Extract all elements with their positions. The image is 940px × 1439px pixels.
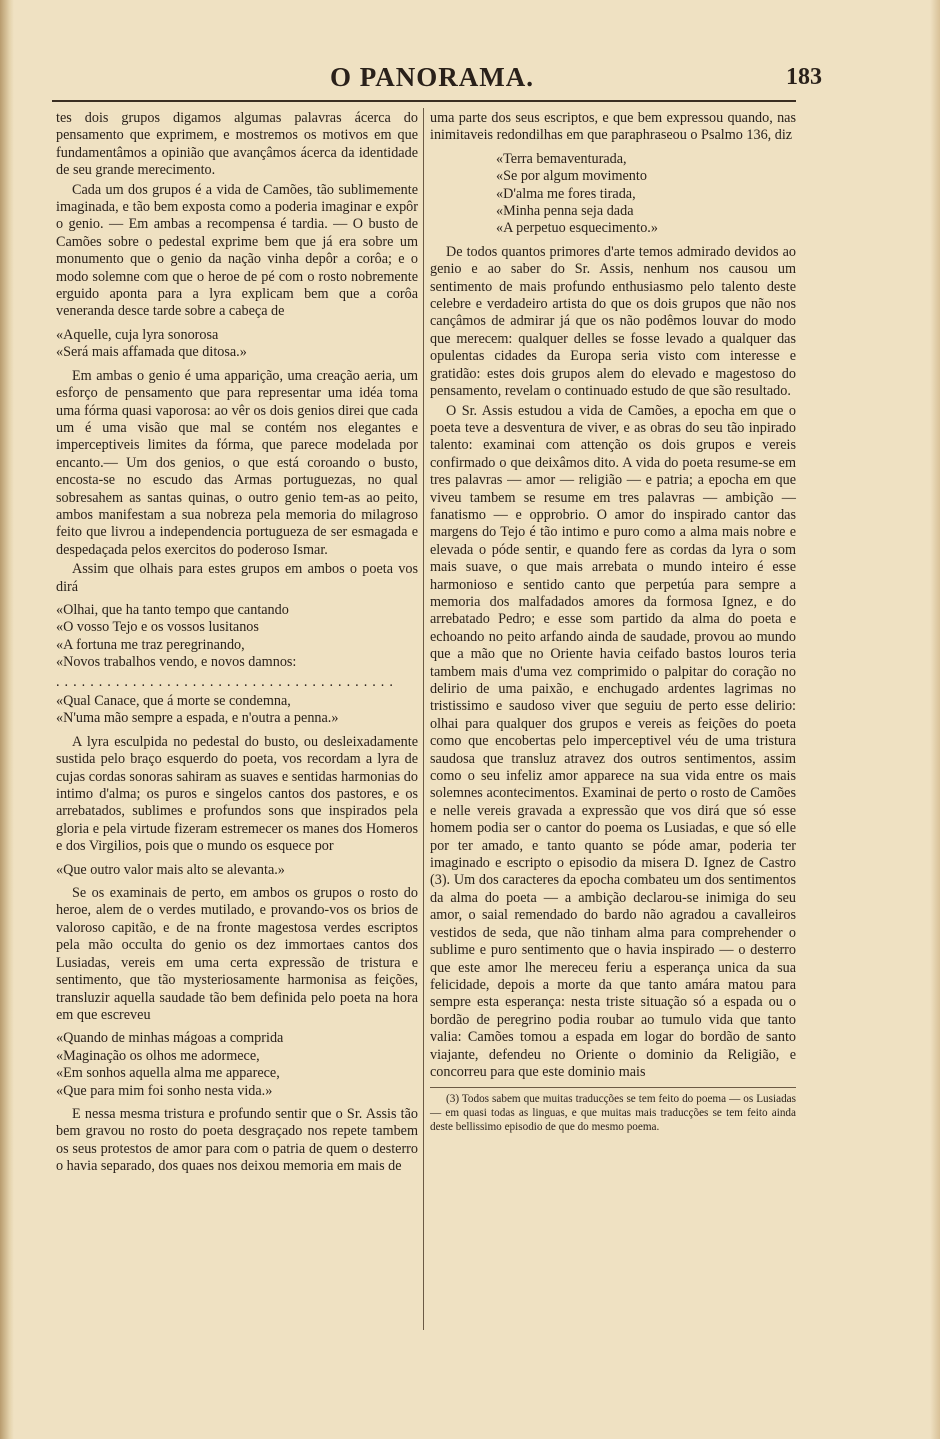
footnote: (3) Todos sabem que muitas traducções se tem feito do poema — os Lusiadas — em quasi todas as linguas, e que muitas mais traducções se tem feito ainda deste bellissimo episodio de que do mesmo poema. [430, 1093, 796, 1134]
page-edge-left [0, 0, 14, 1439]
verse-line: «A fortuna me traz peregrinando, [56, 636, 245, 653]
verse-line: «Será mais affamada que ditosa.» [56, 344, 247, 361]
verse-line: «D'alma me fores tirada, [496, 185, 636, 202]
ellipsis-dots: ........................................ [56, 673, 398, 690]
paragraph: Cada um dos grupos é a vida de Camões, tão sublimemente imaginada, e tão bem exposta como a poderia imaginar e expôr o genio. — Em ambas a recompensa é tardia. — O busto de Camões sobre o pedestal exprime bem que já era sobre um monumento que o genio da nação vinha depôr a corôa; e o modo solemne com que o heroe de pé com o rosto nobremente erguido aponta para a lyra explicam bem que a corôa veneranda desce tarde sobre a cabeça de [56, 181, 418, 320]
paragraph: Se os examinais de perto, em ambos os grupos o rosto do heroe, alem de o verdes mutilado, e provando-vos os brios de valoroso capitão, e de na fronte magestosa verdes escriptos pela mão occulta do genio os dez immortaes cantos dos Lusiadas, vereis em uma certa expressão de tristura e sentimento, que tão mysteriosamente harmonisa as feições, transluzir aquella saudade tão bem definida pelo poeta na hora em que escreveu [56, 885, 418, 1023]
verse-line: «Quando de minhas mágoas a comprida [56, 1030, 284, 1047]
verse-line: «Que outro valor mais alto se alevanta.» [56, 861, 285, 878]
verse-line: «Se por algum movimento [496, 168, 647, 185]
paragraph: E nessa mesma tristura e profundo sentir que o Sr. Assis tão bem gravou no rosto do poeta desgraçado nos repete tambem os seus protestos de amor para com o patria de quem o desterro o havia separado, dos quaes nos deixou memoria em mais de [56, 1105, 418, 1175]
paragraph: uma parte dos seus escriptos, e que bem expressou quando, nas inimitaveis redondilhas em que paraphraseou o Psalmo 136, diz [430, 110, 796, 144]
page-number: 183 [786, 64, 822, 90]
header-rule [52, 100, 796, 102]
left-column [56, 110, 418, 1178]
verse-line: «Terra bemaventurada, [496, 150, 627, 167]
verse-line: «Em sonhos aquella alma me apparece, [56, 1065, 280, 1082]
verse-line: «Que para mim foi sonho nesta vida.» [56, 1082, 273, 1099]
journal-title: O PANORAMA. [330, 62, 534, 92]
verse-quote [56, 602, 418, 728]
verse-quote [56, 327, 418, 362]
verse-line: «Minha penna seja dada [496, 203, 634, 220]
verse-quote [56, 862, 418, 879]
paragraph: A lyra esculpida no pedestal do busto, ou desleixadamente sustida pelo braço esquerdo do poeta, vos recordam a lyra de cujas cordas sonoras sahiram as suaves e sentidas harmonias do intimo d'alma; os puros e singelos cantos dos pastores, e os arrebatados, sublimes e profundos sons que inspirados pela gloria e pela virtude fizeram estremecer os manes dos Homeros e dos Virgilios, pois que o mundo os esquece por [56, 733, 418, 855]
paragraph: Em ambas o genio é uma apparição, uma creação aeria, um esforço de pensamento que para representar uma idéa toma uma fórma quasi vaporosa: ao vêr os dois genios direi que cada um é uma visão que mal se contém nos elegantes e imperceptiveis limites da fórma, que parece modelada por encanto.— Um dos genios, o que está coroando o busto, encosta-se no escudo das Armas portuguezas, no qual sobresahem as santas quinas, o outro genio tem-as ao peito, ambos manifestam a sua nobreza pela memoria do milagroso feito que livrou a independencia portugueza de ser esmagada e despedaçada pelos exercitos do poderoso Ismar. [56, 367, 418, 558]
verse-line: «O vosso Tejo e os vossos lusitanos [56, 619, 259, 636]
paragraph: De todos quantos primores d'arte temos admirado devidos ao genio e ao saber do Sr. Assis, nenhum nos causou um sentimento de mais profundo enthusiasmo pelo talento deste celebre e verdadeiro artista do que os dois grupos que não nos cançâmos de admirar já que os não podêmos louvar do modo que merecem: qualquer delles se fosse levado a qualquer das opulentas cidades da Europa seria visto com interesse e gratidão: estes dois grupos alem do elevado e magestoso do pensamento, revelam o continuado estudo de que são resultado. [430, 243, 796, 400]
verse-quote [56, 1030, 418, 1100]
paragraph: Assim que olhais para estes grupos em ambos o poeta vos dirá [56, 561, 418, 595]
footnote-rule [430, 1087, 796, 1088]
verse-line: «Qual Canace, que á morte se condemna, [56, 693, 291, 709]
verse-line: «Maginação os olhos me adormece, [56, 1047, 260, 1064]
right-column [430, 110, 796, 1134]
verse-line: «Olhai, que ha tanto tempo que cantando [56, 601, 289, 618]
verse-quote [430, 151, 796, 238]
paragraph: tes dois grupos digamos algumas palavras ácerca do pensamento que exprimem, e mostremos os motivos em que fundamentâmos a opinião que avançâmos ácerca da identidade de seu grande merecimento. [56, 110, 418, 179]
verse-line: «Novos trabalhos vendo, e novos damnos: [56, 654, 297, 671]
column-divider [423, 108, 424, 1330]
paragraph: O Sr. Assis estudou a vida de Camões, a epocha em que o poeta teve a desventura de viver, e as obras do seu tão inpirado talento: examinai com attenção os dois grupos e vereis confirmado o que deixâmos dito. A vida do poeta resume-se em tres palavras — amor — religião — e patria; a epocha em que viveu tambem se resume em tres palavras — ambição — fanatismo — e opprobrio. O amor do inspirado cantor das margens do Tejo é tão intimo e puro como a alma mais nobre e elevada o póde sentir, e quando fere as cordas da lyra o som mais suave, o que mais arrebata o mundo inteiro é esse harmonioso e sentido canto que perpetúa para sempre a memoria dos malfadados amores da formosa Ignez, e do arrebatado Pedro; e esse som partido da alma do poeta e echoando no peito arfando ainda de saudade, provou ao mundo que a mão que no Oriente havia ceifado bastos louros teria tambem mais d'uma vez comprimido o palpitar do coração no delirio de uma paixão, e enchugado ardentes lagrimas no tristissimo e saudoso viver que seguiu de perto esse delirio: olhai para qualquer dos grupos e vereis as feições do poeta como que encobertas pelo imperceptivel véu de uma tristura saudosa que transluz atravez dos outros sentimentos, assim como o seu infeliz amor apparece na sua vida entre os mais solemnes acontecimentos. Examinai de perto o rosto de Camões e nelle vereis gravada a expressão que vos dirá que só esse homem podia ser o cantor do poema os Lusiadas, e que só elle por ter amado, e tanto quanto se póde amar, poderia ter imaginado e escripto o episodio da misera D. Ignez de Castro (3). Um dos caracteres da epocha combateu um dos sentimentos da alma do poeta — a ambição declarou-se inimiga do seu amor, o saial remendado do bardo não agradou a cavalleiros vestidos de seda, que não tinham alma para comprehender o sublime e puro sentimento que o havia inspirado — o desterro que este amor lhe mereceu feriu a esperança unica da sua felicidade, depois a morte da que tanto amára matou para sempre esta esperança: nesta triste situação só a espada ou o bordão de peregrino podia roubar ao tumulo vida que tanto valia: Camões tomou a espada em logar do bordão de santo viajante, defendeu no Oriente o dominio da Religião, e concorreu para que este dominio mais [430, 402, 796, 1080]
verse-line: «Aquelle, cuja lyra sonorosa [56, 326, 219, 343]
page-edge-right [930, 0, 940, 1439]
verse-line: «A perpetuo esquecimento.» [496, 220, 658, 237]
verse-line: «N'uma mão sempre a espada, e n'outra a penna.» [56, 710, 339, 727]
